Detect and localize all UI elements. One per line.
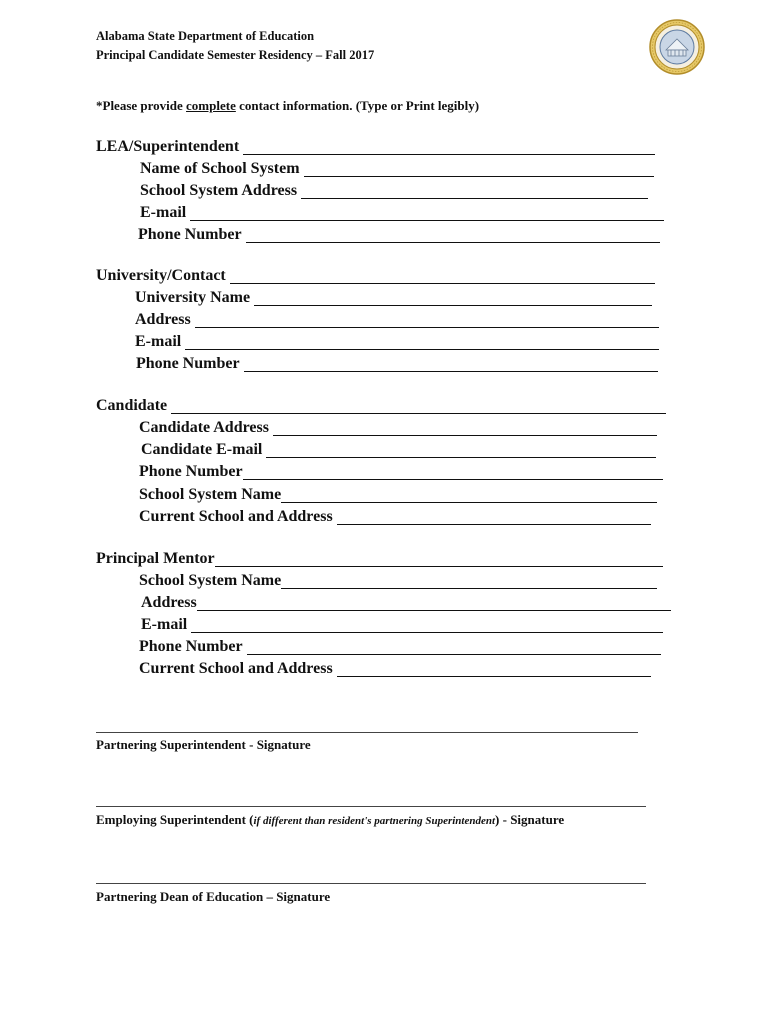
- mentor-school-system-label: School System Name: [139, 572, 282, 589]
- university-email-row: [135, 331, 659, 352]
- lea-phone-label: Phone Number: [138, 226, 242, 243]
- principal-mentor-label: Principal Mentor: [96, 550, 215, 567]
- lea-phone-row: [138, 224, 660, 245]
- lea-phone-field[interactable]: [246, 226, 660, 243]
- candidate-address-row: [139, 417, 657, 438]
- mentor-email-label: E-mail: [141, 616, 188, 633]
- partnering-dean-signature-label: Partnering Dean of Education – Signature: [96, 889, 331, 904]
- university-phone-row: [136, 353, 658, 374]
- lea-school-system-label: Name of School System: [140, 160, 300, 177]
- mentor-phone-field[interactable]: [247, 638, 661, 655]
- lea-email-label: E-mail: [140, 204, 187, 221]
- candidate-email-label: Candidate E-mail: [141, 441, 263, 458]
- employing-superintendent-note: if different than resident's partnering Superintendent: [253, 815, 496, 827]
- candidate-address-label: Candidate Address: [139, 419, 269, 436]
- instruction-text: [96, 97, 479, 115]
- partnering-superintendent-signature-line[interactable]: [96, 732, 638, 733]
- candidate-school-system-row: [139, 484, 657, 505]
- instruction-before: *Please provide: [96, 98, 187, 113]
- candidate-phone-field[interactable]: [243, 463, 663, 480]
- lea-email-field[interactable]: [190, 204, 664, 221]
- candidate-email-row: [141, 439, 656, 460]
- university-address-label: Address: [135, 311, 191, 328]
- mentor-phone-label: Phone Number: [139, 638, 243, 655]
- candidate-current-school-label: Current School and Address: [139, 508, 333, 525]
- mentor-school-system-row: [139, 570, 657, 591]
- candidate-phone-label: Phone Number: [139, 463, 243, 480]
- instruction-emphasis: complete: [186, 98, 236, 113]
- mentor-current-school-label: Current School and Address: [139, 660, 333, 677]
- university-address-field[interactable]: [195, 311, 659, 328]
- lea-address-row: [140, 180, 648, 201]
- candidate-name-field[interactable]: [171, 397, 666, 414]
- document-header: [96, 27, 374, 65]
- university-name-row: [135, 287, 652, 308]
- partnering-dean-signature-line[interactable]: [96, 883, 646, 884]
- state-seal-icon: [649, 19, 705, 75]
- university-name-label: University Name: [135, 289, 251, 306]
- mentor-email-row: [141, 614, 663, 635]
- candidate-current-school-row: [139, 506, 651, 527]
- university-email-field[interactable]: [185, 333, 659, 350]
- mentor-current-school-field[interactable]: [337, 660, 651, 677]
- mentor-address-field[interactable]: [197, 594, 671, 611]
- mentor-address-label: Address: [141, 594, 197, 611]
- mentor-email-field[interactable]: [191, 616, 663, 633]
- candidate-email-field[interactable]: [266, 441, 656, 458]
- lea-school-system-row: [140, 158, 654, 179]
- header-program-title: Principal Candidate Semester Residency – Fall 2017: [96, 48, 375, 62]
- employing-superintendent-label-end: ) - Signature: [495, 812, 565, 827]
- candidate-current-school-field[interactable]: [337, 508, 651, 525]
- university-phone-field[interactable]: [244, 355, 658, 372]
- lea-address-label: School System Address: [140, 182, 298, 199]
- university-address-row: [135, 309, 659, 330]
- lea-email-row: [140, 202, 664, 223]
- header-organization: Alabama State Department of Education: [96, 29, 315, 43]
- university-contact-field[interactable]: [230, 267, 655, 284]
- university-name-field[interactable]: [254, 289, 652, 306]
- principal-mentor-row: [96, 548, 663, 569]
- lea-superintendent-row: [96, 136, 655, 157]
- university-email-label: E-mail: [135, 333, 182, 350]
- mentor-phone-row: [139, 636, 661, 657]
- principal-mentor-field[interactable]: [215, 550, 663, 567]
- university-phone-label: Phone Number: [136, 355, 240, 372]
- lea-superintendent-field[interactable]: [243, 138, 655, 155]
- employing-superintendent-signature-line[interactable]: [96, 806, 646, 807]
- mentor-school-system-field[interactable]: [281, 572, 657, 589]
- lea-address-field[interactable]: [301, 182, 648, 199]
- lea-school-system-field[interactable]: [304, 160, 654, 177]
- candidate-row: [96, 395, 666, 416]
- instruction-after: contact information. (Type or Print legibly): [235, 98, 480, 113]
- candidate-address-field[interactable]: [273, 419, 657, 436]
- candidate-label: Candidate: [96, 397, 168, 414]
- university-contact-row: [96, 265, 655, 286]
- partnering-superintendent-signature-label: Partnering Superintendent - Signature: [96, 737, 311, 752]
- employing-superintendent-signature-label: [96, 812, 564, 829]
- employing-superintendent-label-start: Employing Superintendent (: [96, 812, 254, 827]
- mentor-current-school-row: [139, 658, 651, 679]
- university-contact-label: University/Contact: [96, 267, 226, 284]
- candidate-school-system-label: School System Name: [139, 486, 282, 503]
- candidate-school-system-field[interactable]: [281, 486, 657, 503]
- lea-superintendent-label: LEA/Superintendent: [96, 138, 240, 155]
- candidate-phone-row: [139, 461, 663, 482]
- mentor-address-row: [141, 592, 671, 613]
